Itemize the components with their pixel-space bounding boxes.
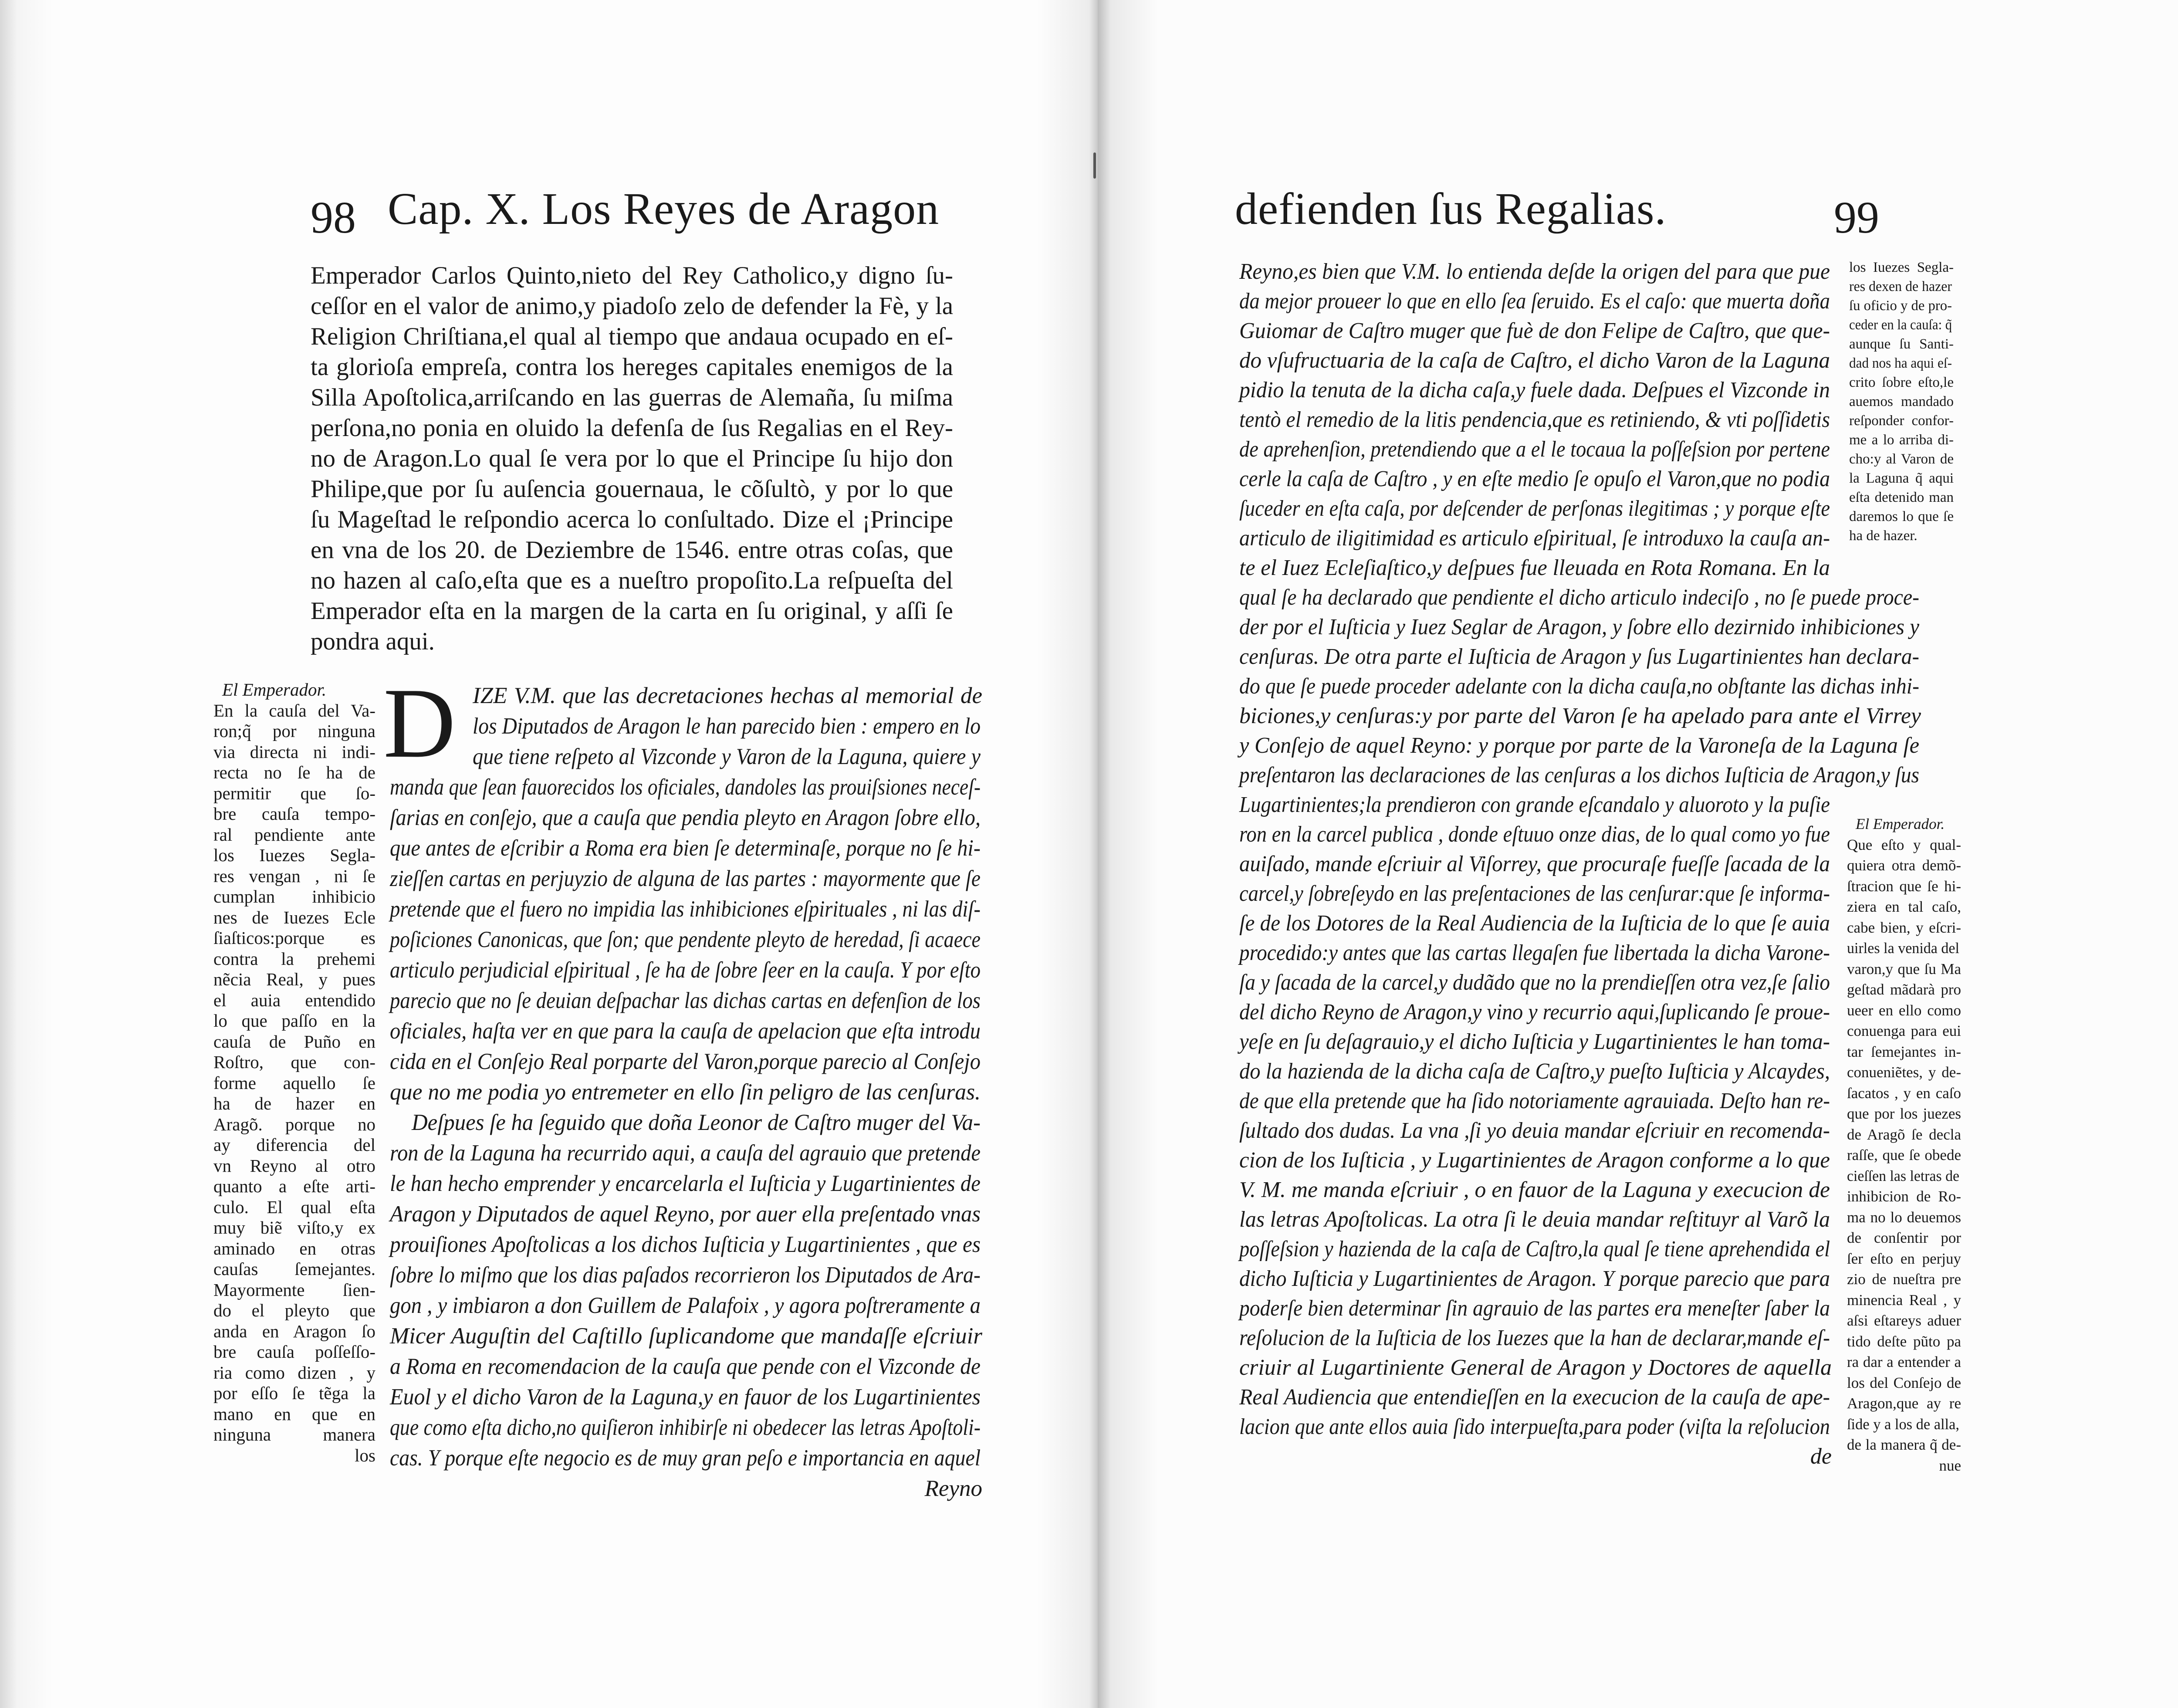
text-line: recta no ſe ha de [213,762,375,782]
text-line: qual ſe ha declarado que pendiente el dicho articulo indeciſo , no ſe puede proce- [1239,585,1919,610]
text-line: Philipe,que por ſu auſencia gouernaua, le cõſultò, y por lo que [311,475,953,503]
text-line: te el Iuez Ecleſiaſtico,y deſpues fue lleuada en Rota Romana. En la [1239,555,1830,580]
text-line: tentò el remedio de la litis pendencia,que es retiniendo, & vti poſſidetis [1239,407,1830,432]
text-line: Religion Chriſtiana,el qual al tiempo que andaua ocupado en eſ- [311,323,953,350]
text-line: eſta detenido man [1849,490,1954,505]
text-line: cion de los Iuſticia , y Lugartinientes de Aragon conforme a lo que [1239,1148,1830,1173]
text-line: el auia entendido [213,990,375,1010]
gutter-shadow [1093,152,1096,179]
text-line: daremos lo que ſe [1849,509,1954,524]
text-line: bre cauſa poſſeſſo- [213,1342,375,1362]
text-line: lo que paſſo en la [213,1011,375,1031]
text-line: los Iuezes Segla- [1849,260,1954,275]
text-line: articulo de iligitimidad es articulo eſpiritual, ſe introduxo la cauſa an- [1239,526,1830,551]
text-line: uirles la venida del [1847,940,1959,957]
text-line: del dicho Reyno de Aragon,y vino y recurrio aqui,ſuplicando ſe proue- [1239,1000,1830,1025]
text-line: en vna de los 20. de Deziembre de 1546. entre otras coſas, que [311,536,953,564]
text-line: dad nos ha aqui eſ- [1849,355,1952,371]
text-line: ſide y a los de alla, [1847,1415,1959,1433]
text-line: Deſpues ſe ha ſeguido que doña Leonor de Caſtro muger del Va- [412,1110,981,1135]
text-line: prouiſiones Apoſtolicas a los dichos Iuſticia y Lugartinientes , que es [390,1232,981,1257]
page-number: 98 [311,193,356,243]
text-line: Guiomar de Caſtro muger que fuè de don Felipe de Caſtro, que que- [1239,318,1830,343]
text-line: y Conſejo de aquel Reyno: y porque por parte de la Varoneſa de la Laguna ſe [1239,733,1919,758]
text-line: reſolucion de la Iuſticia de los Iuezes que la han de declarar,mande eſ- [1239,1326,1830,1350]
text-line: ron de la Laguna ha recurrido aqui, a cauſa del agrauio que pretende [390,1140,981,1166]
text-line: ſuceder en eſta caſa, por deſcender de perſonas ilegitimas ; y porque eſte [1239,496,1830,521]
text-line: ay diferencia del [213,1135,375,1155]
text-line: que antes de eſcribir a Roma era bien ſe determinaſe, porque no ſe hi- [390,835,981,861]
margin-note [1849,258,1954,545]
text-line: do el pleyto que [213,1300,375,1320]
text-line: ſe de los Dotores de la Real Audiencia de la Iuſticia de lo que ſe auia [1239,911,1830,936]
text-line: zieſſen cartas en perjuyzio de alguna de las partes : mayormente que ſe [390,866,981,891]
text-line: ſultado dos dudas. La vna ,ſi yo deuia mandar eſcriuir en recomenda- [1239,1118,1830,1143]
text-line: ron en la carcel publica , donde eſtuuo onze dias, de lo qual como yo fue [1239,822,1830,847]
text-line: poſiciones Canonicas, que ſon; que pendente pleyto de heredad, ſi acaece [390,927,981,952]
text-line: nes de Iuezes Ecle [213,907,375,927]
text-line: aminado en otras [213,1238,375,1258]
text-line: cho:y al Varon de [1849,451,1954,467]
text-line: que como eſta dicho,no quiſieron inhibirſe ni obedecer las letras Apoſtoli- [390,1415,981,1440]
text-line: Real Audiencia que entendieſſen en la execucion de la cauſa de ape- [1239,1385,1830,1410]
text-line: manda que ſean fauorecidos los oficiales, dandoles las prouiſsiones neceſ- [390,775,981,800]
text-line: do que ſe puede proceder adelante con la dicha cauſa,no obſtante las dichas inhi- [1239,674,1919,699]
text-line: zio de nueſtra pre [1847,1271,1961,1288]
margin-note [213,680,375,1466]
text-line: ha de hazer en [213,1093,375,1113]
text-line: de Aragõ ſe decla [1847,1126,1961,1143]
text-line: carcel,y ſobreſeydo en las preſentaciones de las cenſurar:que ſe informa- [1239,881,1830,906]
text-line: no de Aragon.Lo qual ſe vera por lo que el Principe ſu hijo don [311,445,953,472]
catchword: nue [1939,1457,1961,1474]
text-line: Que eſto y qual- [1847,836,1961,853]
text-line: permitir que ſo- [213,783,375,803]
text-line: ſa y ſacada de la carcel,y dudãdo que no la prendieſſen otra vez,ſe ſalio [1239,970,1830,995]
text-line: ſu Mageſtad le reſpondio acerca lo conſultado. Dize el ¡Principe [311,506,953,533]
text-line: preſentaron las declaraciones de las cenſuras a los dichos Iuſticia de Aragon,y ſus [1239,763,1919,788]
text-line: Mayormente ſien- [213,1279,375,1300]
text-line: pidio la tenuta de la dicha caſa,y fuele dada. Deſpues el Vizconde in [1239,378,1830,402]
text-line: a Roma en recomendacion de la cauſa que pende con el Vizconde de [390,1354,981,1379]
text-line: minencia Real , y [1847,1291,1961,1309]
text-line: conueniẽtes, y de- [1847,1064,1961,1081]
text-line: aunque ſu Santi- [1849,336,1954,352]
text-line: Emperador eſta en la margen de la carta en ſu original, y aſſi ſe [311,597,953,625]
text-line: culo. El qual eſta [213,1197,375,1217]
text-line: Aragon y Diputados de aquel Reyno, por auer ella preſentado vnas [390,1201,981,1227]
text-line: Silla Apoſtolica,arriſcando en las guerras de Alemaña, ſu miſma [311,384,953,411]
catchword: de [1810,1444,1832,1469]
text-line: ueer en ello como [1847,1001,1961,1019]
text-line: forme aquello ſe [213,1072,375,1093]
running-head: defienden ſus Regalias. [1235,184,1667,234]
text-line: via directa ni indi- [213,741,375,762]
text-line: der por el Iuſticia y Iuez Seglar de Aragon, y ſobre ello dezirnido inhibiciones y [1239,615,1919,639]
text-line: aſsi eſtareys aduer [1847,1312,1961,1329]
text-line: conuenga para eui [1847,1022,1961,1039]
intro-paragraph [311,260,953,657]
text-line: mano en que en [213,1404,375,1424]
text-line: cieſſen las letras de [1847,1167,1959,1184]
text-line: IZE V.M. que las decretaciones hechas al memorial de [473,683,982,708]
text-line: Aragõ. porque no [213,1114,375,1134]
text-line: pondra aqui. [311,628,435,655]
text-line: le han hecho emprender y encarcelarla el Iuſticia y Lugartinientes de [390,1171,981,1196]
text-line: que no me podia yo entremeter en ello ſin peligro de las cenſuras. [390,1079,981,1105]
text-line: do la hazienda de la dicha caſa de Caſtro,y pueſto Iuſticia y Alcaydes, [1239,1059,1830,1084]
text-line: En la cauſa del Va- [213,700,375,720]
text-line: Aragon,que ay re [1847,1395,1961,1412]
text-line: ma no lo deuemos [1847,1208,1961,1226]
text-line: ſarias en conſejo, que a cauſa que pendia pleyto en Aragon ſobre ello, [390,805,981,830]
text-line: ſacatos , y en caſo [1847,1084,1961,1102]
text-line: por eſſo ſe tẽga la [213,1383,375,1403]
text-line: vn Reyno al otro [213,1155,375,1176]
text-line: El Emperador. [222,680,327,700]
text-line: quiera otra demõ- [1847,857,1961,874]
text-line: de aprehenſion, pretendiendo que a el le tocaua la poſſeſsion por pertene [1239,437,1830,462]
text-line: perſona,no ponia en oluido la defenſa de ſus Regalias en el Rey- [311,414,953,442]
text-line: no hazen al caſo,eſta que es a nueſtro propoſito.La reſpueſta del [311,567,953,594]
running-head: Cap. X. Los Reyes de Aragon [388,184,940,234]
text-line: cas. Y porque eſte negocio es de muy gran peſo e importancia en aquel [390,1445,981,1471]
text-line: poſſeſsion y hazienda de la caſa de Caſtro,la qual ſe tiene aprehendida el [1239,1237,1830,1262]
text-line: ſer eſto en perjuy [1847,1250,1961,1267]
text-line: yeſe en ſu deſagrauio,y el dicho Iuſticia y Lugartinientes le han toma- [1239,1029,1830,1054]
text-line: ceder en la cauſa: q̃ [1849,317,1952,333]
text-line: Lugartinientes;la prendieron con grande eſcandalo y aluoroto y la puſie [1239,792,1830,817]
text-line: muy biẽ viſto,y ex [213,1218,375,1238]
text-line: procedido:y antes que las cartas llegaſen fue libertada la dicha Varone- [1239,940,1830,965]
text-line: ſtracion que ſe hi- [1847,877,1961,895]
text-line: El Emperador. [1856,815,1945,832]
text-line: cida en el Conſejo Real porparte del Varon,porque parecio al Conſejo [390,1049,981,1074]
text-line: articulo perjudicial eſpiritual , ſe ha de ſobre ſeer en la cauſa. Y por eſto [390,957,981,983]
text-line: ſiaſticos:porque es [213,928,375,948]
text-line: cerle la caſa de Caſtro , y en eſte medio ſe opuſo el Varon,que no podia [1239,467,1830,491]
text-line: do vſufructuaria de la caſa de Caſtro, el dicho Varon de la Laguna [1239,348,1830,373]
text-line: que tiene reſpeto al Vizconde y Varon de la Laguna, quiere y [473,744,981,769]
text-line: inhibicion de Ro- [1847,1188,1961,1205]
text-line: de que ella pretende que ha ſido notoriamente agrauiada. Deſto han re- [1239,1089,1830,1113]
text-line: cauſas ſemejantes. [213,1259,375,1279]
text-line: auiſado, mande eſcriuir al Viſorrey, que procuraſe fueſſe ſacada de la [1239,852,1830,876]
text-line: raſſe, que ſe obede [1847,1147,1961,1163]
text-line: contra la prehemi [213,948,375,969]
text-line: Reyno,es bien que V.M. lo entienda deſde la origen del para que pue [1239,259,1830,284]
text-line: los del Conſejo de [1847,1374,1961,1391]
text-line: parecio que no ſe deuian deſpachar las dichas cartas en defenſion de los [390,988,981,1013]
text-line: tido deſte pũto pa [1847,1333,1961,1350]
text-line: criuir al Lugartiniente General de Aragon y Doctores de aquella [1239,1355,1832,1380]
text-line: nẽcia Real, y pues [213,969,375,989]
text-line: de la manera q̃ de- [1847,1436,1961,1453]
text-line: ceſſor en el valor de animo,y piadoſo zelo de defender la Fè, y la [311,292,953,320]
text-line: ron;q̃ por ninguna [213,721,375,741]
text-line: res vengan , ni ſe [213,866,375,886]
text-line: tar ſemejantes in- [1847,1043,1961,1060]
text-line: ral pendiente ante [213,824,375,845]
letter-text [390,680,982,1504]
text-line: me a lo arriba di- [1849,432,1954,448]
text-line: ſobre lo miſmo que los dias paſados recorrieron los Diputados de Ara- [390,1262,981,1288]
text-line: ria como dizen , y [213,1362,375,1383]
drop-cap: D [383,667,456,778]
text-line: anda en Aragon ſo [213,1321,375,1341]
text-line: ziera en tal caſo, [1847,898,1961,915]
text-line: quanto a eſte arti- [213,1176,375,1196]
text-line: que por los juezes [1847,1105,1961,1122]
text-line: ſu oficio y de pro- [1849,298,1952,314]
text-line: lacion que ante ellos auia ſido interpueſta,para poder (viſta la reſolucion [1239,1414,1830,1439]
text-line: cumplan inhibicio [213,886,375,906]
catchword: Reyno [924,1476,982,1501]
text-line: Roſtro, que con- [213,1052,375,1072]
text-line: V. M. me manda eſcriuir , o en fauor de la Laguna y execucion de [1239,1177,1830,1202]
text-line: las letras Apoſtolicas. La otra ſi le deuia mandar reſtituyr al Varõ la [1239,1207,1830,1232]
text-line: biciones,y cenſuras:y por parte del Varon ſe ha apelado para ante el Virrey [1239,703,1921,728]
text-line: cauſa de Puño en [213,1031,375,1052]
text-line: ninguna manera [213,1424,375,1444]
text-line: los [355,1445,375,1465]
page-number: 99 [1834,193,1879,243]
text-line: ha de hazer. [1849,528,1918,544]
text-line: pretende que el fuero no impidia las inhibiciones eſpirituales , ni las diſ- [390,896,981,922]
text-line: los Iuezes Segla- [213,845,375,865]
text-line: la Laguna q̃ aqui [1849,470,1954,486]
text-line: reſponder confor- [1849,413,1954,429]
text-line: varon,y que ſu Ma [1847,960,1961,977]
text-line: ta glorioſa empreſa, contra los hereges capitales enemigos de la [311,353,953,381]
text-line: geſtad mãdarà pro [1847,981,1961,998]
text-line: de conſentir por [1847,1229,1961,1246]
text-line: los Diputados de Aragon le han parecido bien : empero en lo [473,714,981,739]
text-line: oficiales, haſta ver en que para la cauſa de apelacion que eſta introdu [390,1018,981,1044]
text-line: Emperador Carlos Quinto,nieto del Rey Catholico,y digno ſu- [311,262,953,289]
text-line: da mejor proueer lo que en ello ſea ſeruido. Es el caſo: que muerta doña [1239,289,1830,314]
margin-note [1847,814,1961,1476]
text-line: Euol y el dicho Varon de la Laguna,y en fauor de los Lugartinientes [390,1384,981,1410]
text-line: crito ſobre eſto,le [1849,375,1954,390]
text-line: auemos mandado [1849,394,1954,409]
text-line: dicho Iuſticia y Lugartinientes de Aragon. Y porque parecio que para [1239,1266,1830,1291]
text-line: bre cauſa tempo- [213,804,375,824]
text-line: ra dar a entender a [1847,1353,1961,1370]
text-line: cabe bien, y eſcri- [1847,919,1961,936]
text-line: cenſuras. De otra parte el Iuſticia de Aragon y ſus Lugartinientes han declara- [1239,644,1919,669]
text-line: res dexen de hazer [1849,279,1952,294]
text-line: Micer Auguſtin del Caſtillo ſuplicandome que mandaſſe eſcriuir [390,1323,982,1349]
text-line: poderſe bien determinar ſin agrauio de las partes era meneſter ſaber la [1239,1296,1830,1321]
text-line: gon , y imbiaron a don Guillem de Palafoix , y agora poſtreramente a [390,1293,981,1318]
